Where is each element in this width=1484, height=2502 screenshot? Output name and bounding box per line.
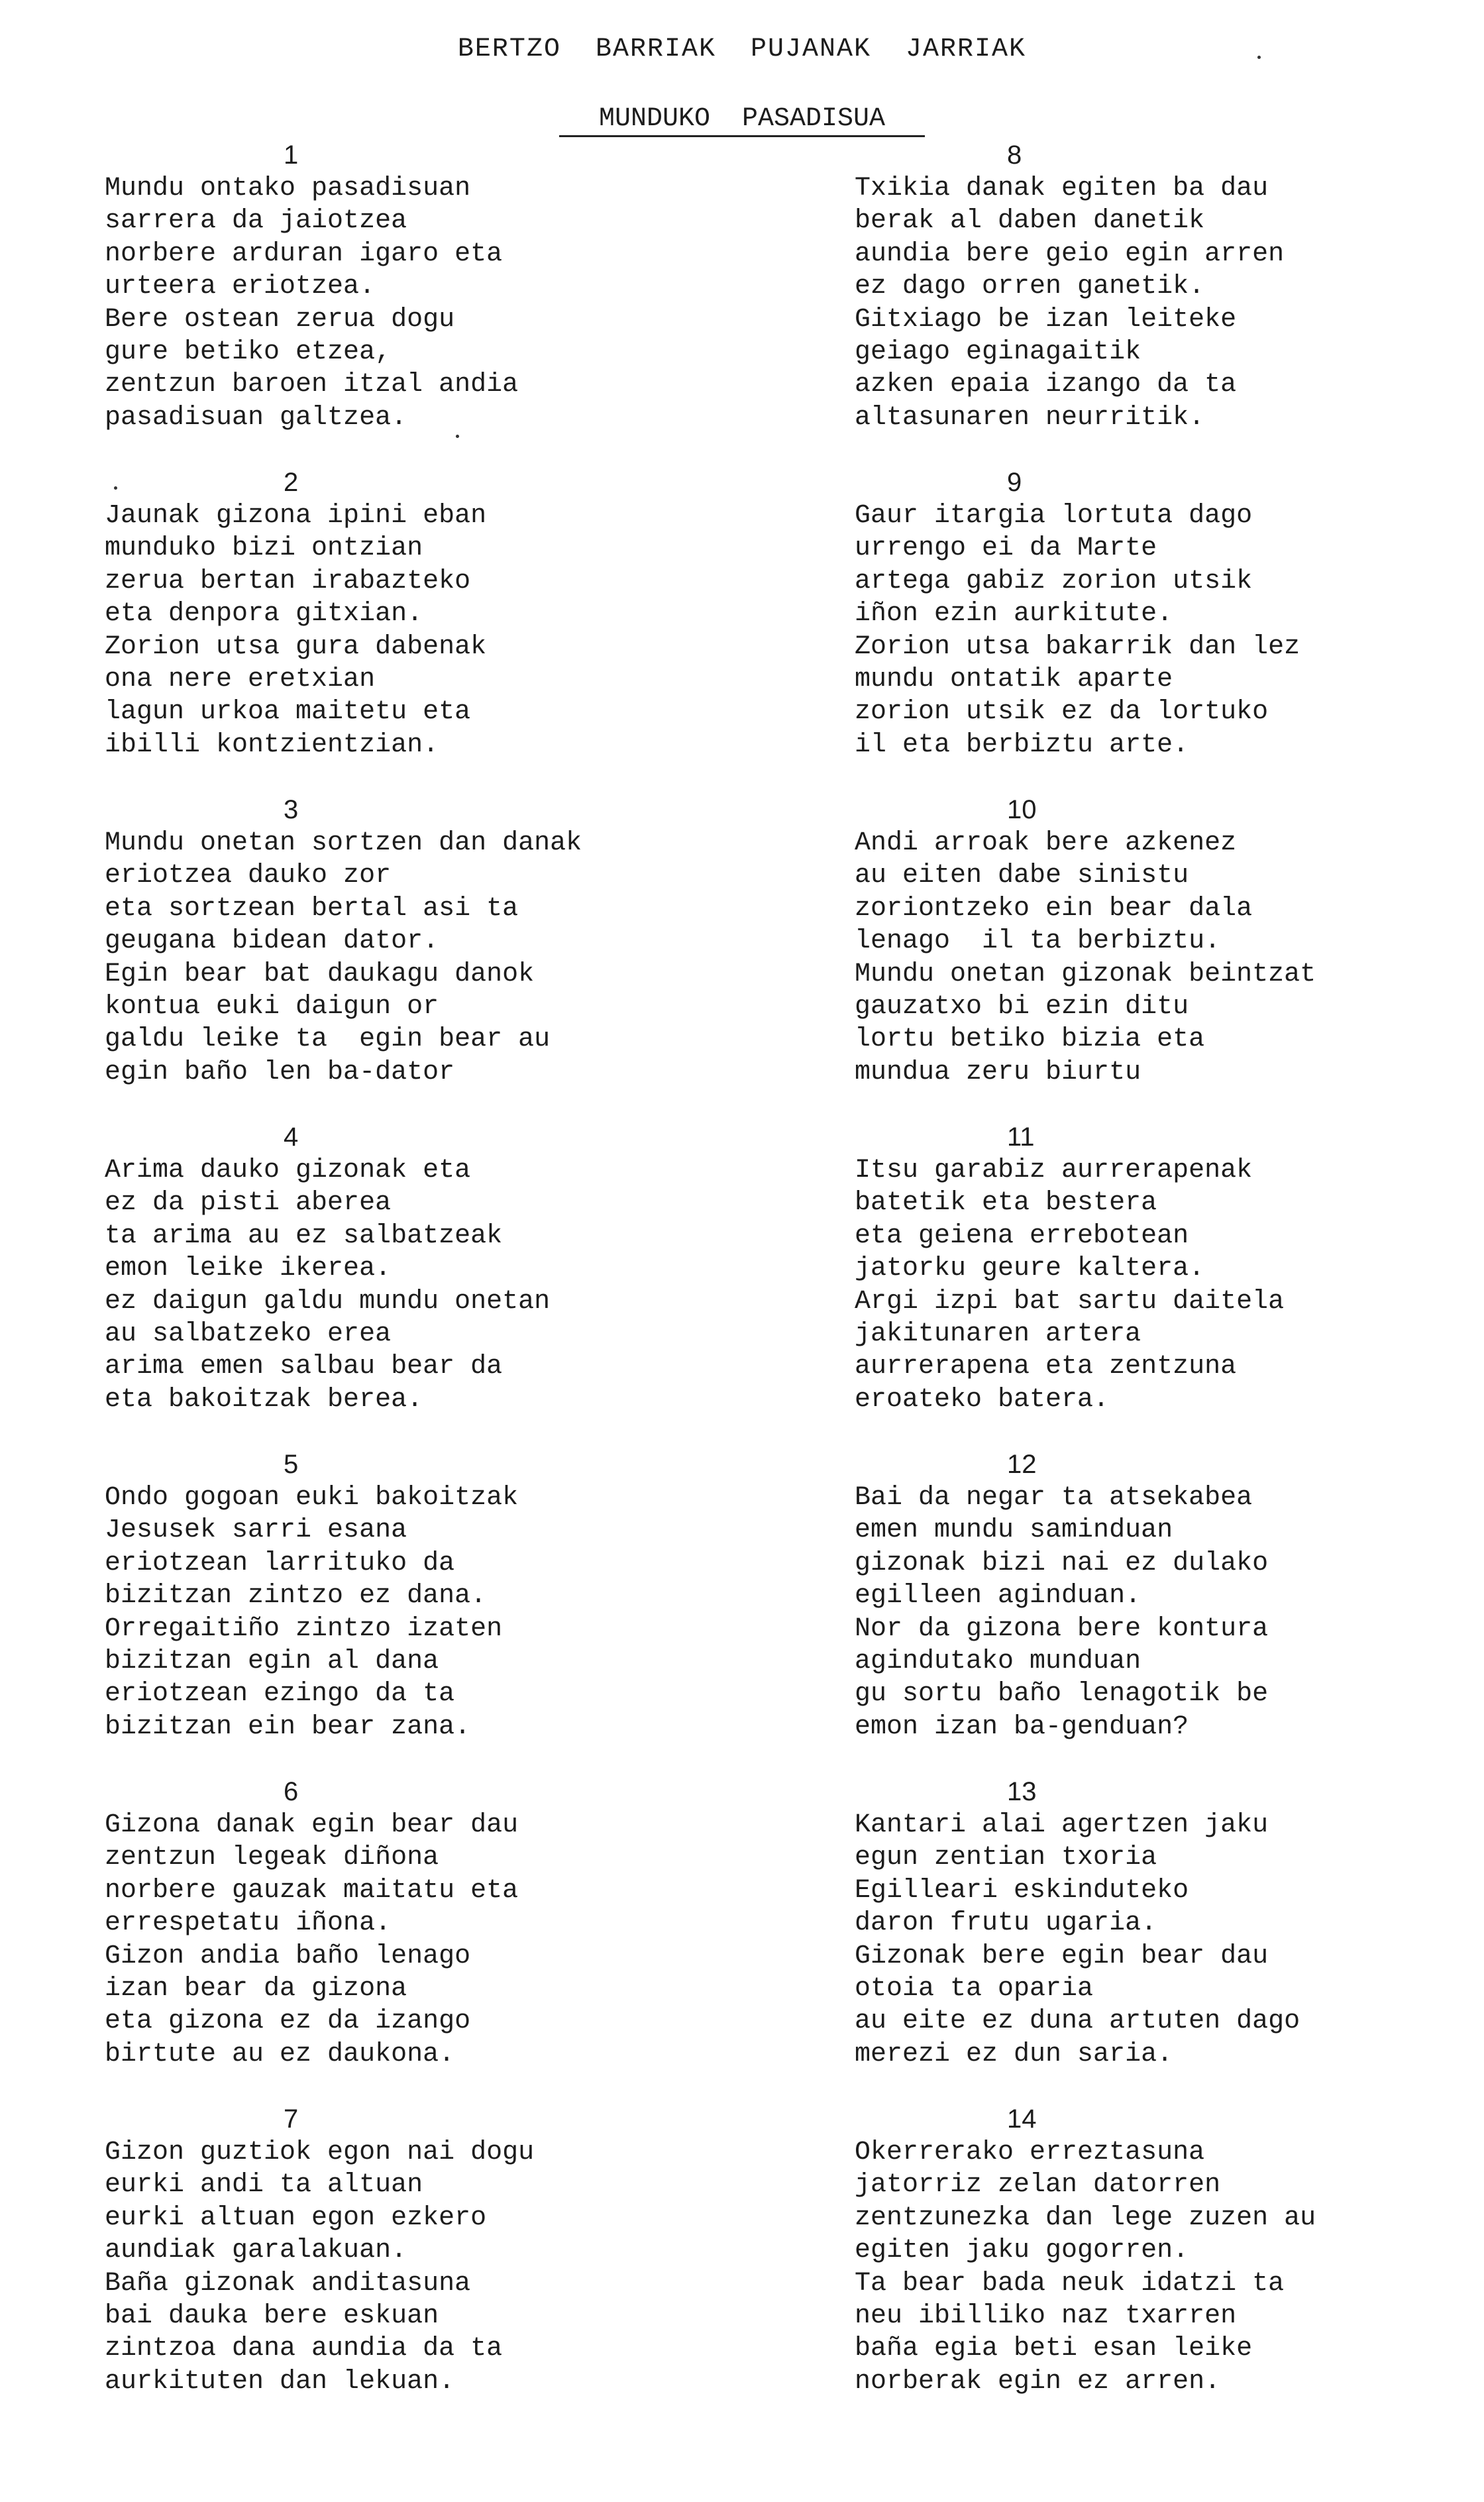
- verse-line: egiten jaku gogorren.: [855, 2236, 1189, 2266]
- verse-line: merezi ez dun saria.: [855, 2039, 1173, 2069]
- stanza: [855, 1774, 1484, 2102]
- verse-line: egun zentian txoria: [855, 1843, 1157, 1873]
- stanza-number: 2: [284, 468, 299, 497]
- stanza: [855, 1120, 1484, 1447]
- verse-line: artega gabiz zorion utsik: [855, 566, 1253, 596]
- stanza: [855, 792, 1484, 1120]
- verse-line: emen mundu saminduan: [855, 1515, 1173, 1546]
- verse-line: emon leike ikerea.: [105, 1254, 392, 1284]
- verse-line: sarrera da jaiotzea: [105, 206, 407, 237]
- verse-line: ibilli kontzientzian.: [105, 730, 439, 760]
- left-column: [105, 138, 734, 2429]
- verse-line: Jaunak gizona ipini eban: [105, 501, 487, 531]
- verse-line: Baña gizonak anditasuna: [105, 2268, 471, 2299]
- stanza: [105, 1447, 734, 1774]
- verse-line: ez daigun galdu mundu onetan: [105, 1286, 551, 1317]
- verse-line: au salbatzeko erea: [105, 1319, 392, 1349]
- stanza: [105, 1120, 734, 1447]
- verse-line: eta bakoitzak berea.: [105, 1384, 423, 1415]
- verse-line: au eiten dabe sinistu: [855, 861, 1189, 891]
- stanza-number: 9: [1007, 468, 1022, 497]
- verse-line: arima emen salbau bear da: [105, 1352, 503, 1382]
- verse-line: lagun urkoa maitetu eta: [105, 697, 471, 728]
- verse-line: Gizon andia baño lenago: [105, 1941, 471, 1971]
- verse-line: Arima dauko gizonak eta: [105, 1156, 471, 1185]
- verse-line: eroateko batera.: [855, 1384, 1110, 1415]
- verse-line: Zorion utsa gura dabenak: [105, 631, 487, 662]
- verse-line: ez da pisti aberea: [105, 1188, 392, 1219]
- verse-line: zentzun legeak diñona: [105, 1843, 439, 1873]
- verse-line: eta sortzean bertal asi ta: [105, 893, 519, 924]
- stanza-number: 3: [284, 795, 299, 824]
- verse-line: Nor da gizona bere kontura: [855, 1613, 1269, 1644]
- verse-line: Egilleari eskinduteko: [855, 1875, 1189, 1906]
- verse-line: ez dago orren ganetik.: [855, 272, 1205, 302]
- stanza: [105, 2102, 734, 2429]
- verse-line: ta arima au ez salbatzeak: [105, 1221, 503, 1251]
- verse-line: daron frutu ugaria.: [855, 1908, 1157, 1939]
- verse-line: Gizonak bere egin bear dau: [855, 1941, 1269, 1971]
- verse-line: eriotzean ezingo da ta: [105, 1679, 455, 1710]
- verse-line: aundiak garalakuan.: [105, 2236, 407, 2266]
- verse-line: eriotzean larrituko da: [105, 1548, 455, 1578]
- verse-line: norberak egin ez arren.: [855, 2366, 1221, 2397]
- verse-line: urteera eriotzea.: [105, 272, 376, 302]
- verse-line: pasadisuan galtzea.: [105, 402, 407, 433]
- verse-line: jakitunaren artera: [855, 1319, 1141, 1349]
- verse-line: Gizona danak egin bear dau: [105, 1810, 519, 1840]
- verse-line: eta denpora gitxian.: [105, 599, 423, 629]
- verse-line: mundua zeru biurtu: [855, 1057, 1141, 1087]
- verse-line: gu sortu baño lenagotik be: [855, 1679, 1269, 1710]
- verse-line: lenago il ta berbiztu.: [855, 926, 1221, 957]
- stanza-number: 11: [1007, 1122, 1035, 1152]
- stanza: [855, 1447, 1484, 1774]
- verse-line: otoia ta oparia: [855, 1973, 1094, 2004]
- verse-line: iñon ezin aurkitute.: [855, 599, 1173, 629]
- verse-line: birtute au ez daukona.: [105, 2039, 455, 2069]
- verse-line: lortu betiko bizia eta: [855, 1024, 1205, 1055]
- verse-line: zintzoa dana aundia da ta: [105, 2334, 503, 2364]
- verse-line: aundia bere geio egin arren: [855, 239, 1285, 269]
- page-title: BERTZO BARRIAK PUJANAK JARRIAK: [457, 34, 1027, 64]
- verse-line: Gizon guztiok egon nai dogu: [105, 2138, 535, 2167]
- verse-line: zentzun baroen itzal andia: [105, 370, 519, 400]
- verse-line: jatorriz zelan datorren: [855, 2170, 1221, 2201]
- verse-line: altasunaren neurritik.: [855, 402, 1205, 433]
- verse-line: Kantari alai agertzen jaku: [855, 1810, 1269, 1840]
- verse-line: zorion utsik ez da lortuko: [855, 697, 1269, 728]
- verse-line: norbere arduran igaro eta: [105, 239, 503, 269]
- verse-line: Mundu onetan sortzen dan danak: [105, 828, 582, 858]
- verse-line: eriotzea dauko zor: [105, 861, 392, 891]
- verse-line: gauzatxo bi ezin ditu: [855, 991, 1189, 1022]
- stanza-number: 8: [1007, 140, 1022, 170]
- verse-line: emon izan ba-genduan?: [855, 1712, 1189, 1742]
- verse-line: Gitxiago be izan leiteke: [855, 304, 1237, 335]
- verse-line: Txikia danak egiten ba dau: [855, 174, 1269, 203]
- stanza-number: 14: [1007, 2104, 1037, 2134]
- verse-line: egilleen aginduan.: [855, 1581, 1141, 1611]
- verse-line: gure betiko etzea,: [105, 337, 392, 367]
- verse-line: geugana bidean dator.: [105, 926, 439, 957]
- subtitle-text: MUNDUKO PASADISUA: [559, 103, 925, 137]
- verse-line: errespetatu iñona.: [105, 1908, 392, 1939]
- verse-line: urrengo ei da Marte: [855, 533, 1157, 564]
- verse-line: eta gizona ez da izango: [105, 2006, 471, 2037]
- right-column: [855, 138, 1484, 2429]
- verse-line: batetik eta bestera: [855, 1188, 1157, 1219]
- verse-line: bizitzan zintzo ez dana.: [105, 1581, 487, 1611]
- verse-line: eurki altuan egon ezkero: [105, 2203, 487, 2233]
- stanza: [855, 465, 1484, 792]
- verse-line: zoriontzeko ein bear dala: [855, 893, 1253, 924]
- verse-line: azken epaia izango da ta: [855, 370, 1237, 400]
- verse-line: baña egia beti esan leike: [855, 2334, 1253, 2364]
- verse-line: Orregaitiño zintzo izaten: [105, 1613, 503, 1644]
- verse-line: berak al daben danetik: [855, 206, 1205, 237]
- verse-line: eta geiena errebotean: [855, 1221, 1189, 1251]
- stray-mark: [1257, 56, 1261, 59]
- verse-line: aurrerapena eta zentzuna: [855, 1352, 1237, 1382]
- verse-line: geiago eginagaitik: [855, 337, 1141, 367]
- verse-line: agindutako munduan: [855, 1646, 1141, 1676]
- verse-line: zerua bertan irabazteko: [105, 566, 471, 596]
- stanza: [105, 465, 734, 792]
- verse-line: bizitzan ein bear zana.: [105, 1712, 471, 1742]
- verse-line: neu ibilliko naz txarren: [855, 2301, 1237, 2331]
- verse-line: bizitzan egin al dana: [105, 1646, 439, 1676]
- verse-line: mundu ontatik aparte: [855, 664, 1173, 694]
- verse-line: aurkituten dan lekuan.: [105, 2366, 455, 2397]
- verse-line: eurki andi ta altuan: [105, 2170, 423, 2201]
- stanza-number: 13: [1007, 1777, 1037, 1806]
- stanza-number: 12: [1007, 1450, 1037, 1479]
- verse-line: norbere gauzak maitatu eta: [105, 1875, 519, 1906]
- stanza: [105, 792, 734, 1120]
- verse-line: Andi arroak bere azkenez: [855, 828, 1237, 858]
- verse-line: Gaur itargia lortuta dago: [855, 501, 1253, 531]
- stanza: [105, 138, 734, 465]
- verse-line: galdu leike ta egin bear au: [105, 1024, 551, 1055]
- verse-line: au eite ez duna artuten dago: [855, 2006, 1300, 2037]
- stanza: [855, 2102, 1484, 2429]
- verse-line: Bai da negar ta atsekabea: [855, 1483, 1253, 1513]
- stray-mark: [456, 435, 459, 438]
- verse-line: Okerrerako erreztasuna: [855, 2138, 1205, 2167]
- verse-line: Ta bear bada neuk idatzi ta: [855, 2268, 1285, 2299]
- stanza: [105, 1774, 734, 2102]
- verse-line: Itsu garabiz aurrerapenak: [855, 1156, 1253, 1185]
- verse-line: bai dauka bere eskuan: [105, 2301, 439, 2331]
- stanza-number: 7: [284, 2104, 299, 2134]
- page-subtitle: [0, 103, 1484, 137]
- verse-line: ona nere eretxian: [105, 664, 376, 694]
- stanza-number: 5: [284, 1450, 299, 1479]
- verse-line: gizonak bizi nai ez dulako: [855, 1548, 1269, 1578]
- stanza-number: 6: [284, 1777, 299, 1806]
- verse-line: Egin bear bat daukagu danok: [105, 959, 535, 989]
- verse-line: Bere ostean zerua dogu: [105, 304, 455, 335]
- verse-line: egin baño len ba-dator: [105, 1057, 455, 1087]
- verse-line: munduko bizi ontzian: [105, 533, 423, 564]
- verse-line: Mundu ontako pasadisuan: [105, 174, 471, 203]
- verse-line: Jesusek sarri esana: [105, 1515, 407, 1546]
- stray-mark: [114, 486, 117, 490]
- verse-line: Ondo gogoan euki bakoitzak: [105, 1483, 519, 1513]
- stanza-number: 4: [284, 1122, 299, 1152]
- verse-line: Zorion utsa bakarrik dan lez: [855, 631, 1300, 662]
- verse-line: Argi izpi bat sartu daitela: [855, 1286, 1285, 1317]
- stanza-number: 1: [284, 140, 299, 170]
- verse-line: zentzunezka dan lege zuzen au: [855, 2203, 1316, 2233]
- verse-line: izan bear da gizona: [105, 1973, 407, 2004]
- stanza: [855, 138, 1484, 465]
- stanza-number: 10: [1007, 795, 1037, 824]
- verse-line: il eta berbiztu arte.: [855, 730, 1189, 760]
- verse-line: Mundu onetan gizonak beintzat: [855, 959, 1316, 989]
- verse-line: kontua euki daigun or: [105, 991, 439, 1022]
- verse-line: jatorku geure kaltera.: [855, 1254, 1205, 1284]
